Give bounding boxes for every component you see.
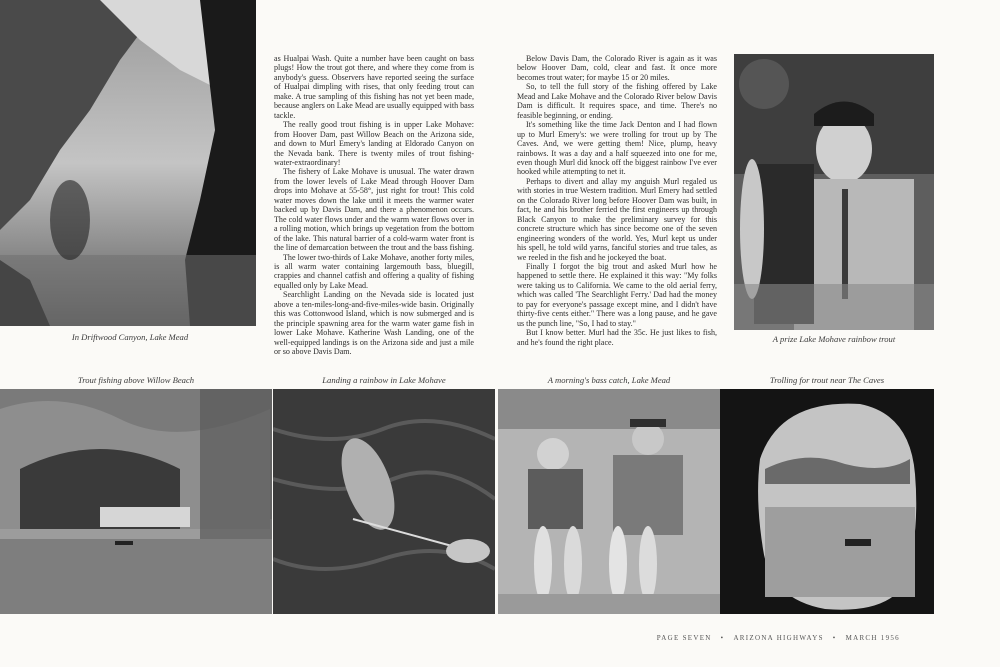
page-footer [560, 634, 900, 642]
magazine-name: ARIZONA HIGHWAYS [733, 634, 824, 642]
paragraph: Below Davis Dam, the Colorado River is again as it was below Hoover Dam, cold, clear and fast. It once more becomes trout water; for maybe 15 or 20 miles. [517, 54, 717, 82]
photo-willow-beach [0, 389, 272, 614]
caption-prize: A prize Lake Mohave rainbow trout [772, 334, 896, 344]
footer-separator: • [720, 634, 725, 642]
paragraph: The really good trout fishing is in upper Lake Mohave: from Hoover Dam, past Willow Beach on the Arizona side, and down to Murl Emery's landing at Eldorado Canyon on the Nevada bank. There is twenty miles of trout fishing-water-extraordinary! [274, 120, 474, 167]
paragraph: The fishery of Lake Mohave is unusual. The water drawn from the lower levels of Lake Mead through Hoover Dam drops into Mohave at 55-58°, just right for trout! This cold water moves down the lake until it meets the warmer water backed up by Davis Dam, and there a phenomenon occurs. The cold water flows under and the warm water flows over in a rolling motion, which brings up vegetation from the bottom of the lake. This natural barrier of a cold-warm water front is the line of demarcation between the trout and the bass fishing. [274, 167, 474, 253]
paragraph: It's something like the time Jack Denton and I had flown up to Murl Emery's: we were trolling for trout up by The Caves. And, we were getting them! Nice, plump, heavy rainbows. It was a day and a half squeezed into one for me, even though Murl did knock off the biggest rainbow I've ever hooked while attempting to net it. [517, 120, 717, 177]
photo-landing-rainbow [273, 389, 495, 614]
paragraph: Perhaps to divert and allay my anguish Murl regaled us with stories in true Western tradition. Murl Emery had settled on the Colorado River long before Hoover Dam was built, in fact, he and his brother ferried the first engineers up through Black Canyon to make the preliminary survey for this concrete structure which has since become one of the seven engineering wonders of the world. Yes, Murl kept us under his spell, he told wild yarns, fanciful stories and true tales, as we reeled in the fish and he jockeyed the boat. [517, 176, 717, 262]
article-column-right [517, 54, 717, 347]
photo-driftwood-canyon [0, 0, 256, 326]
caption-landing: Landing a rainbow in Lake Mohave [322, 375, 446, 385]
photo-trolling-caves [720, 389, 934, 614]
paragraph: But I know better. Murl had the 35c. He just likes to fish, and he's found the right place. [517, 328, 717, 347]
caption-driftwood: In Driftwood Canyon, Lake Mead [71, 332, 189, 342]
caption-trolling: Trolling for trout near The Caves [769, 375, 885, 385]
issue-date: MARCH 1956 [845, 634, 900, 642]
caption-willow: Trout fishing above Willow Beach [77, 375, 195, 385]
photo-bass-catch [498, 389, 720, 614]
paragraph: So, to tell the full story of the fishing offered by Lake Mead and Lake Mohave and the Colorado River below Davis Dam is difficult. It requires space, and time. There's no feasible beginning, or ending. [517, 82, 717, 120]
footer-separator: • [832, 634, 837, 642]
paragraph: as Hualpai Wash. Quite a number have been caught on bass plugs! How the trout got there, and where they come from is anybody's guess. Observers have reported seeing the surface of Hualpai dimpling with rises, that only feeding trout can make. A true sampling of this fishing has not yet been made, because anglers on Lake Mead are usually equipped with bass tackle. [274, 54, 474, 120]
photo-prize-trout [734, 54, 934, 330]
caption-bass: A morning's bass catch, Lake Mead [547, 375, 671, 385]
article-column-left [274, 54, 474, 357]
paragraph: The lower two-thirds of Lake Mohave, another forty miles, is all warm water containing largemouth bass, bluegill, crappies and channel catfish and offering a quality of fishing equalled only by Lake Mead. [274, 252, 474, 290]
paragraph: Searchlight Landing on the Nevada side is located just above a ten-miles-long-and-five-miles-wide basin. Originally this was Cottonwood Island, which is now submerged and is the principle spawning area for the warm water game fish in lower Lake Mohave. Katherine Wash Landing, one of the well-equipped landings is on the Arizona side and just a mile or so above Davis Dam. [274, 290, 474, 357]
paragraph: Finally I forgot the big trout and asked Murl how he happened to settle there. He explained it this way: "My folks were taking us to California. We came to the old aerial ferry, which was called 'The Searchlight Ferry.' Dad had the money to pay for everyone's passage except mine, and I didn't have thirty-five cents either." There was a long pause, and he gave us the punch line, "So, I had to stay." [517, 261, 717, 328]
page-number: PAGE SEVEN [656, 634, 712, 642]
